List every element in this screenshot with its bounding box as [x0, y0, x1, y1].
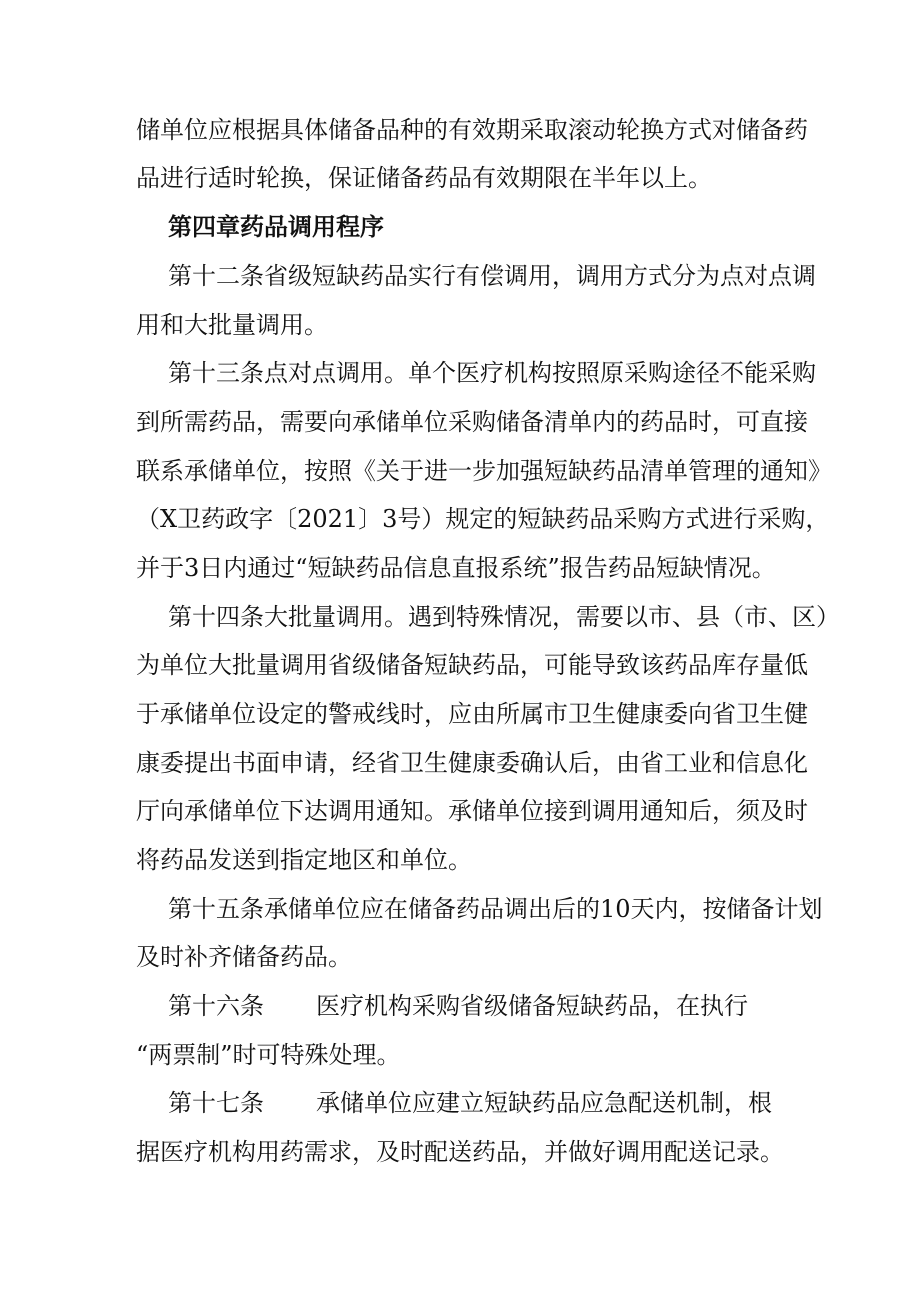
article15-line-2: 及时补齐储备药品。	[136, 943, 352, 971]
article17-line-1	[0, 1087, 920, 1119]
article14-line-2: 为单位大批量调用省级储备短缺药品，可能导致该药品库存量低	[136, 651, 808, 679]
article12-line-2: 用和大批量调用。	[136, 311, 328, 339]
article17-text: 承储单位应建立短缺药品应急配送机制，根	[316, 1089, 772, 1117]
article16-text: 医疗机构采购省级储备短缺药品，在执行	[316, 992, 748, 1020]
article14-line-4: 康委提出书面申请，经省卫生健康委确认后，由省工业和信息化	[136, 749, 808, 777]
article14-line-3: 于承储单位设定的警戒线时，应由所属市卫生健康委向省卫生健	[136, 700, 808, 728]
article13-line-5: 并于3日内通过“短缺药品信息直报系统”报告药品短缺情况。	[136, 554, 776, 582]
article15-line-1: 第十五条承储单位应在储备药品调出后的10天内，按储备计划	[168, 895, 823, 923]
article13-line-4: （X卫药政字〔2021〕3号）规定的短缺药品采购方式进行采购，	[136, 505, 830, 533]
chapter-heading: 第四章药品调用程序	[168, 212, 384, 241]
article14-line-6: 将药品发送到指定地区和单位。	[136, 846, 472, 874]
article13-line-2: 到所需药品，需要向承储单位采购储备清单内的药品时，可直接	[136, 408, 808, 436]
para1-line-2: 品进行适时轮换，保证储备药品有效期限在半年以上。	[136, 164, 712, 192]
article16-line-2: “两票制”时可特殊处理。	[136, 1041, 401, 1069]
article13-line-1: 第十三条点对点调用。单个医疗机构按照原采购途径不能采购	[168, 359, 816, 387]
article17-line-2: 据医疗机构用药需求，及时配送药品，并做好调用配送记录。	[136, 1138, 784, 1166]
article13-line-3: 联系承储单位，按照《关于进一步加强短缺药品清单管理的通知》	[136, 457, 832, 485]
article12-line-1: 第十二条省级短缺药品实行有偿调用，调用方式分为点对点调	[168, 262, 816, 290]
article14-line-5: 厅向承储单位下达调用通知。承储单位接到调用通知后，须及时	[136, 797, 808, 825]
article16-label: 第十六条	[168, 992, 264, 1020]
article14-line-1: 第十四条大批量调用。遇到特殊情况，需要以市、县（市、区）	[168, 603, 840, 631]
article16-line-1	[0, 990, 920, 1022]
article17-label: 第十七条	[168, 1089, 264, 1117]
para1-line-1: 储单位应根据具体储备品种的有效期采取滚动轮换方式对储备药	[136, 116, 808, 144]
